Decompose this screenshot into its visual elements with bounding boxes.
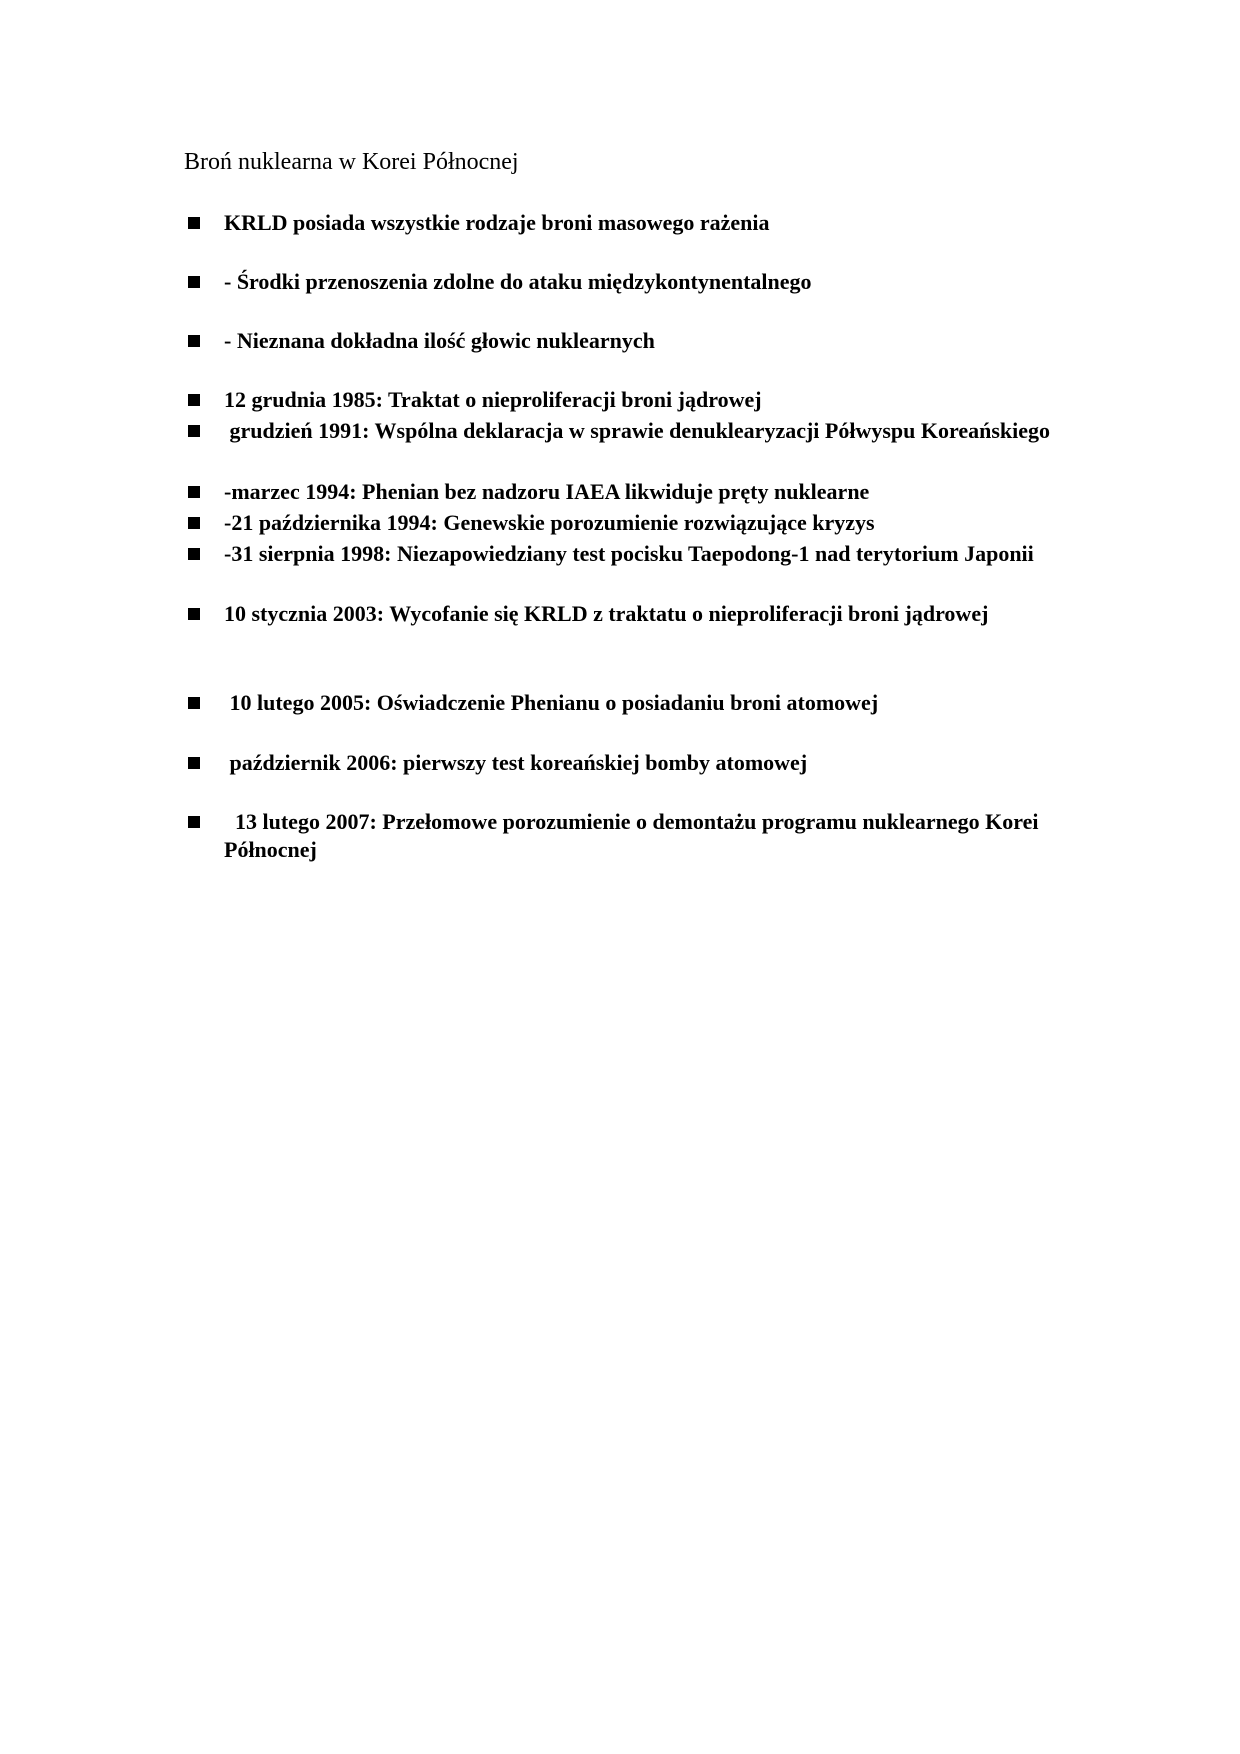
square-bullet-icon xyxy=(188,697,200,709)
list-item xyxy=(184,509,1084,537)
list-item xyxy=(184,327,1084,355)
list-item xyxy=(184,386,1084,414)
list-item-text: 13 lutego 2007: Przełomowe porozumienie o demontażu programu nuklearnego Korei Północnej xyxy=(224,809,1045,862)
square-bullet-icon xyxy=(188,425,200,437)
list-item-text: -marzec 1994: Phenian bez nadzoru IAEA likwiduje pręty nuklearne xyxy=(224,479,870,504)
square-bullet-icon xyxy=(188,757,200,769)
square-bullet-icon xyxy=(188,816,200,828)
list-item-text: KRLD posiada wszystkie rodzaje broni masowego rażenia xyxy=(224,210,770,235)
square-bullet-icon xyxy=(188,394,200,406)
list-item xyxy=(184,268,1084,296)
square-bullet-icon xyxy=(188,276,200,288)
square-bullet-icon xyxy=(188,608,200,620)
list-item xyxy=(184,689,1084,717)
list-item xyxy=(184,540,1084,568)
square-bullet-icon xyxy=(188,517,200,529)
list-item-text: 10 lutego 2005: Oświadczenie Phenianu o posiadaniu broni atomowej xyxy=(224,690,879,715)
list-item-text: 10 stycznia 2003: Wycofanie się KRLD z traktatu o nieproliferacji broni jądrowej xyxy=(224,601,989,626)
list-item xyxy=(184,417,1084,445)
square-bullet-icon xyxy=(188,217,200,229)
list-item-text: -21 października 1994: Genewskie porozumienie rozwiązujące kryzys xyxy=(224,510,875,535)
list-item-text: 12 grudnia 1985: Traktat o nieproliferacji broni jądrowej xyxy=(224,387,762,412)
list-item xyxy=(184,209,1084,237)
list-item-text: - Środki przenoszenia zdolne do ataku międzykontynentalnego xyxy=(224,269,812,294)
list-item xyxy=(184,749,1084,777)
square-bullet-icon xyxy=(188,486,200,498)
list-item xyxy=(184,600,1084,628)
list-item-text: październik 2006: pierwszy test koreańskiej bomby atomowej xyxy=(224,750,808,775)
square-bullet-icon xyxy=(188,335,200,347)
list-item xyxy=(184,808,1084,864)
list-item-text: -31 sierpnia 1998: Niezapowiedziany test pocisku Taepodong-1 nad terytorium Japonii xyxy=(224,541,1034,566)
square-bullet-icon xyxy=(188,548,200,560)
list-item-text: - Nieznana dokładna ilość głowic nuklearnych xyxy=(224,328,655,353)
document-title: Broń nuklearna w Korei Północnej xyxy=(184,149,519,175)
list-item xyxy=(184,478,1084,506)
list-item-text: grudzień 1991: Wspólna deklaracja w sprawie denuklearyzacji Półwyspu Koreańskiego xyxy=(224,418,1051,443)
